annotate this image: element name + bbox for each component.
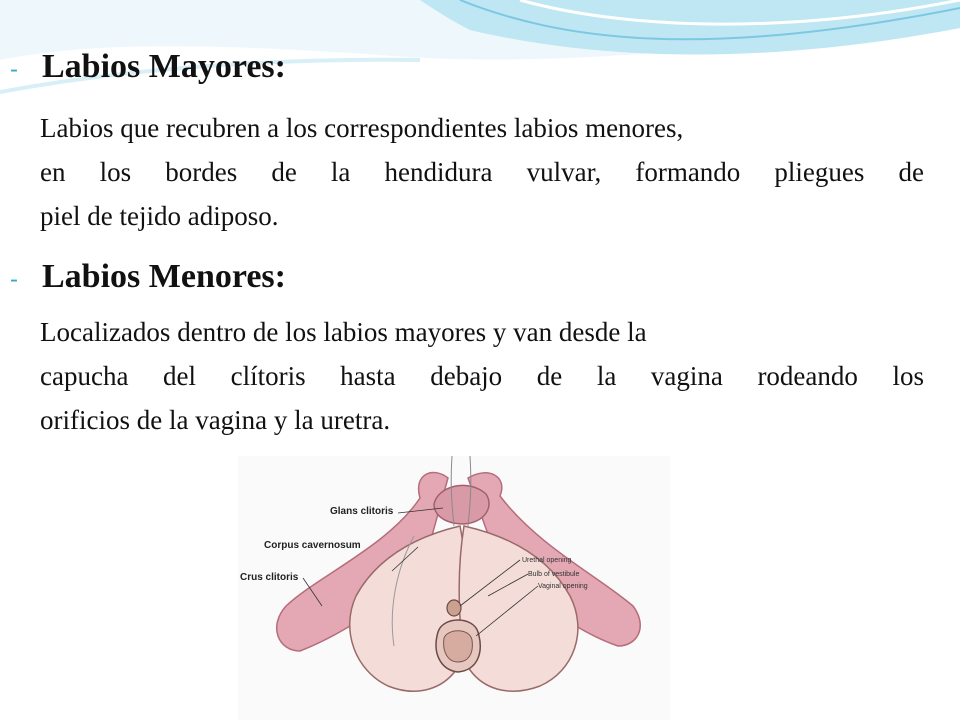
label-vaginal-opening: Vaginal opening: [538, 583, 588, 590]
label-crus-clitoris: Crus clitoris: [240, 572, 299, 583]
text-line: piel de tejido adiposo.: [40, 201, 279, 231]
text-line: en los bordes de la hendidura vulvar, formando pliegues de: [40, 157, 924, 187]
heading-labios-mayores: Labios Mayores:: [42, 48, 286, 85]
label-glans-clitoris: Glans clitoris: [330, 506, 394, 517]
bullet-dash: -: [10, 266, 18, 293]
text-line: Localizados dentro de los labios mayores y van desde la: [40, 317, 647, 347]
text-line: Labios que recubren a los correspondientes labios menores,: [40, 113, 684, 143]
heading-labios-menores: Labios Menores:: [42, 258, 286, 295]
text-line: orificios de la vagina y la uretra.: [40, 405, 391, 435]
bullet-dash: -: [10, 56, 18, 83]
text-line: capucha del clítoris hasta debajo de la vagina rodeando los: [40, 361, 924, 391]
label-bulb-of-vestibule: Bulb of vestibule: [528, 571, 580, 578]
label-urethral-opening: Urethal opening: [522, 557, 572, 564]
anatomy-illustration: [238, 456, 670, 720]
paragraph-labios-menores: [36, 310, 924, 442]
label-corpus-cavernosum: Corpus cavernosum: [264, 540, 361, 551]
paragraph-labios-mayores: [36, 106, 924, 238]
clitoris-anatomy-diagram: [238, 456, 670, 720]
